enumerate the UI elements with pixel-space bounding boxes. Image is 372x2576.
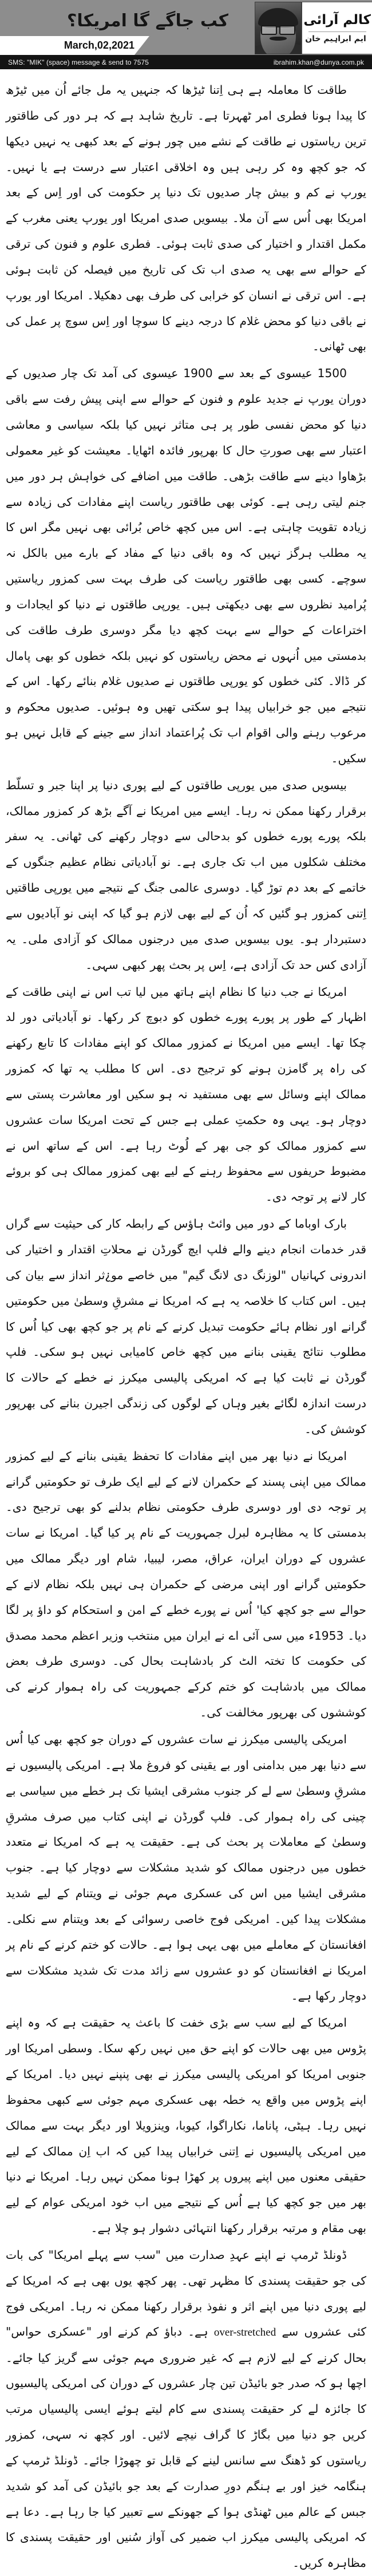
headline-text: کب جاگے گا امریکا؟ <box>66 11 229 31</box>
author-name-label: ایم ابراہیم خان <box>308 31 366 45</box>
author-photo-moustache <box>270 37 287 41</box>
contact-bar <box>0 55 372 69</box>
author-block <box>255 2 372 54</box>
article-paragraph: بارک اوباما کے دور میں وائٹ ہاؤس کے رابطہ کار کی حیثیت سے گراں قدر خدمات انجام دینے والے فلپ ایچ گورڈن نے محلاتِ اقتدار و اختیار کی اندرونی کہانیاں "لوزنگ دی لانگ گیم" میں خاصے مو¿ثر انداز سے بیان کی ہیں۔ اس کتاب کا خلاصہ یہ ہے کہ امریکا نے مشرقِ وسطیٰ میں حکومتیں گرانے اور نظام ہائے حکومت تبدیل کرنے کے نام پر جو کچھ بھی کیا اُس کا مطلوب نتائج یقینی بنانے میں کچھ خاص کامیابی نہیں ہو سکی۔ فلپ گورڈن نے ثابت کیا ہے کہ امریکی پالیسی میکرز نے خطے کے حالات کا درست اندازہ لگائے بغیر وہاں کے لوگوں کی زندگی اجیرن بنانے کی بھرپور کوشش کی۔ <box>6 1217 366 1436</box>
article-paragraph: امریکا نے دنیا بھر میں اپنے مفادات کا تحفظ یقینی بنانے کے لیے کمزور ممالک میں اپنی پسند کے حکمران لانے کے لیے ایک طرف تو حکومتیں گرانے پر توجہ دی اور دوسری طرف حکومتی نظام بدلنے کو بھی ترجیح دی۔ بدمستی کا یہ مظاہرہ لبرل جمہوریت کے نام پر کیا گیا۔ امریکا نے سات عشروں کے دوران ایران، عراق، مصر، لیبیا، شام اور دیگر ممالک میں حکومتیں گرانے اور اپنی مرضی کے حکمران ہی نہیں بلکہ نظام لانے کے حوالے سے جو کچھ کیا' اُس نے پورے خطے کے امن و استحکام کو داؤ پر لگا دیا۔ 1953ء میں سی آئی اے نے ایران میں منتخب وزیر اعظم محمد مصدق کی حکومت کا تختہ الٹ کر بادشاہت بحال کی۔ دوسری طرف بعض ممالک میں بادشاہت کو ختم کرکے جمہوریت کی راہ ہموار کرنے کی کوششوں کی بھرپور مخالفت کی۔ <box>6 1449 366 1720</box>
author-photo-hair <box>258 8 298 27</box>
article-paragraph: 1500 عیسوی کے بعد سے 1900 عیسوی کی آمد تک چار صدیوں کے دوران یورپ نے جدید علوم و فنون کے حوالے سے اپنی پیش رفت سے باقی دنیا کو محض نفسی طور پر ہی متاثر نہیں کیا بلکہ سیاسی و معاشی اعتبار سے بھی صورتِ حال کا بھرپور فائدہ اٹھایا۔ معیشت کو غیر معمولی بڑھاوا دینے سے طاقت بڑھی۔ طاقت میں اضافے کی خواہش ہر دور میں جنم لیتی رہی ہے۔ کوئی بھی طاقتور ریاست اپنے مفادات کی زیادہ سے زیادہ تقویت چاہتی ہے۔ اس میں کچھ خاص بُرائی بھی نہیں مگر اس کا یہ مطلب ہرگز نہیں کہ وہ باقی دنیا کے مفاد کے بارے میں بالکل نہ سوچے۔ کسی بھی طاقتور ریاست کی طرف بہت سی کمزور ریاستیں پُرامید نظروں سے بھی دیکھتی ہیں۔ یورپی طاقتوں نے دنیا کو ایجادات و اختراعات کے حوالے سے بہت کچھ دیا مگر دوسری طرف طاقت کی بدمستی میں اُنہوں نے محض ریاستوں کو نہیں بلکہ خطوں کو بھی پامال کر ڈالا۔ کئی خطوں کو یورپی طاقتوں نے صدیوں غلام بنائے رکھا۔ اس کے نتیجے میں جو خرابیاں پیدا ہو سکتی تھیں وہ ہوئیں۔ صدیوں محکوم و مرعوب رہنے والی اقوام اب تک پُراعتماد انداز سے جینے کے قابل نہیں ہو سکیں۔ <box>6 366 366 765</box>
article-body <box>0 69 372 2576</box>
column-brand-box <box>302 2 372 54</box>
author-photo <box>255 2 302 54</box>
article-paragraph: بیسویں صدی میں یورپی طاقتوں کے لیے پوری دنیا پر اپنا جبر و تسلّط برقرار رکھنا ممکن نہ رہا۔ ایسے میں امریکا نے آگے بڑھ کر کمزور ممالک، بلکہ پورے پورے خطوں کو بدحالی سے دوچار رکھنے کی ٹھانی۔ یہ سفر مختلف شکلوں میں اب تک جاری ہے۔ نو آبادیاتی نظام عظیم جنگوں کے خاتمے کے بعد دم توڑ گیا۔ دوسری عالمی جنگ کے نتیجے میں یورپی طاقتیں اِتنی کمزور ہو گئیں کہ اُن کے لیے بھی لازم ہو گیا کہ اپنی نو آبادیوں سے دستبردار ہو۔ یوں بیسویں صدی میں درجنوں ممالک کو آزادی ملی۔ یہ آزادی کس حد تک آزادی ہے، اِس پر بحث پھر کبھی سہی۔ <box>6 778 366 972</box>
article-paragraph: امریکا کے لیے سب سے بڑی خفت کا باعث یہ حقیقت ہے کہ وہ اپنے پڑوس میں بھی حالات کو اپنے حق میں نہیں رکھ سکا۔ وسطی امریکا اور جنوبی امریکا کو امریکی پالیسی میکرز نے بھی پنپنے نہیں دیا۔ امریکا کے اپنے پڑوس میں واقع یہ خطہ بھی عسکری مہم جوئی سے کبھی محفوظ نہیں رہا۔ ہیٹی، پاناما، نکاراگوا، کیوبا، وینزویلا اور دیگر بہت سے ممالک میں امریکی پالیسیوں نے اِتنی خرابیاں پیدا کیں کہ اب اِن ممالک کے لیے حقیقی معنوں میں اپنے پیروں پر کھڑا ہونا ممکن نہیں رہا۔ امریکا نے دنیا بھر میں جو کچھ کیا ہے اُس کے نتیجے میں اب خود امریکی عوام کے لیے بھی مقام و مرتبہ برقرار رکھنا انتہائی دشوار ہو چلا ہے۔ <box>6 2016 366 2235</box>
publication-date-text: March,02,2021 <box>64 39 134 51</box>
page-title <box>50 8 245 35</box>
author-email[interactable]: ibrahim.khan@dunya.com.pk <box>273 58 364 66</box>
article-paragraph: امریکی پالیسی میکرز نے سات عشروں کے دوران جو کچھ بھی کیا اُس سے دنیا بھر میں بدامنی اور بے یقینی کو فروغ ملا ہے۔ امریکی پالیسیوں نے مشرقِ وسطیٰ سے لے کر جنوب مشرقی ایشیا تک ہر خطے میں سیاسی بے چینی کی راہ ہموار کی۔ فلپ گورڈن نے اپنی کتاب میں صرف مشرقِ وسطیٰ کے معاملات پر بحث کی ہے۔ حقیقت یہ ہے کہ امریکا نے متعدد خطوں میں درجنوں ممالک کو شدید مشکلات سے دوچار کیا ہے۔ جنوب مشرقی ایشیا میں اس کی عسکری مہم جوئی نے ویتنام کے لیے شدید مشکلات پیدا کیں۔ امریکی فوج خاصی رسوائی کے بعد ویتنام سے نکلی۔ افغانستان کے معاملے میں بھی یہی ہوا ہے۔ حالات کو ختم کرنے کے نام پر امریکا نے افغانستان کو دو عشروں سے زائد مدت تک شدید مشکلات سے دوچار رکھا ہے۔ <box>6 1732 366 2003</box>
sms-instructions: SMS: "MIK" (space) message & send to 7575 <box>8 58 149 66</box>
glasses-icon <box>260 25 296 33</box>
article-paragraph: امریکا نے جب دنیا کا نظام اپنے ہاتھ میں لیا تب اس نے اپنی طاقت کے اظہار کے طور پر پورے پورے خطوں کو دبوچ کر رکھا۔ نو آبادیاتی دور لد چکا تھا۔ ایسے میں امریکا نے کمزور ممالک کو اپنے مفادات کا تابع رکھنے کی راہ پر گامزن ہونے کو ترجیح دی۔ اس کا مطلب یہ تھا کہ کمزور ممالک اپنے وسائل سے بھی مستفید نہ ہو سکیں اور معاشرت پستی سے دوچار ہو۔ یہی وہ حکمتِ عملی ہے جس کے تحت امریکا سات عشروں سے کمزور ممالک کو جی بھر کے لُوٹ رہا ہے۔ اس کے ساتھ اس نے مضبوط حریفوں سے محفوظ رہنے کے لیے بھی کمزور ممالک ہی کو بروئے کار لانے پر توجہ دی۔ <box>6 984 366 1204</box>
article-paragraph: ڈونلڈ ٹرمپ نے اپنے عہدِ صدارت میں "سب سے پہلے امریکا" کی بات کی جو حقیقت پسندی کا مظہر تھی۔ پھر کچھ یوں بھی ہے کہ امریکا کے لیے پوری دنیا میں اپنے اثر و نفوذ برقرار رکھنا ممکن نہ رہا۔ امریکی فوج کئی عشروں سے over-stretched ہے۔ دباؤ کم کرنے اور "عسکری حواس" بحال کرنے کے لیے لازم ہے کہ غیر ضروری مہم جوئی سے گریز کیا جائے۔ اچھا ہو کہ صدر جو بائیڈن تین چار عشروں کے دوران کی امریکی پالیسیوں کا جائزہ لے کر حقیقت پسندی سے کام لیتے ہوئے ایسی پالیسیاں مرتب کریں جو دنیا میں بگاڑ کا گراف نیچے لائیں۔ اور کچھ نہ سہی، کمزور ریاستوں کو ڈھنگ سے سانس لینے کے قابل تو چھوڑا جائے۔ ڈونلڈ ٹرمپ کے ہنگامہ خیز اور بے ہنگم دورِ صدارت کے بعد جو بائیڈن کی آمد کو شدید جبس کے عالم میں ٹھنڈی ہوا کے جھونکے سے تعبیر کیا جا رہا ہے۔ دعا ہے کہ امریکی پالیسی میکرز اب ضمیر کی آواز سُنیں اور حقیقت پسندی کا مظاہرہ کریں۔ <box>6 2247 366 2570</box>
column-brand-label: کالم آرائی <box>303 12 371 27</box>
article-paragraph: طاقت کا معاملہ ہے ہی اِتنا ٹیڑھا کہ جنہیں یہ مل جائے اُن میں ٹیڑھ کا پیدا ہونا فطری امر ٹھہرتا ہے۔ تاریخ شاہد ہے کہ ہر دور کی طاقتور ترین ریاستوں نے طاقت کے نشے میں چور ہونے کے بعد کبھی یہ نہیں دیکھا کہ جو کچھ وہ کر رہی ہیں وہ اخلاقی اعتبار سے درست ہے یا نہیں۔ یورپ نے کم و بیش چار صدیوں تک دنیا پر حکومت کی اور اِس کے بعد امریکا بھی اُس سے آن ملا۔ بیسویں صدی امریکا اور یورپ یعنی مغرب کے مکمل اقتدار و اختیار کی صدی ثابت ہوئی۔ فطری علوم و فنون کی ترقی کے حوالے سے بھی یہ صدی اب تک کی تاریخ میں فیصلہ کن ثابت ہوئی ہے۔ اس ترقی نے انسان کو خرابی کی طرف بھی دھکیلا۔ امریکا اور یورپ نے باقی دنیا کو محض غلام کا درجہ دینے کا سوچا اور اِس سوچ پر عمل کی بھی ٹھانی۔ <box>6 83 366 354</box>
masthead <box>0 0 372 55</box>
publication-date <box>0 36 134 55</box>
inline-latin-term: over-stretched <box>213 2326 276 2339</box>
